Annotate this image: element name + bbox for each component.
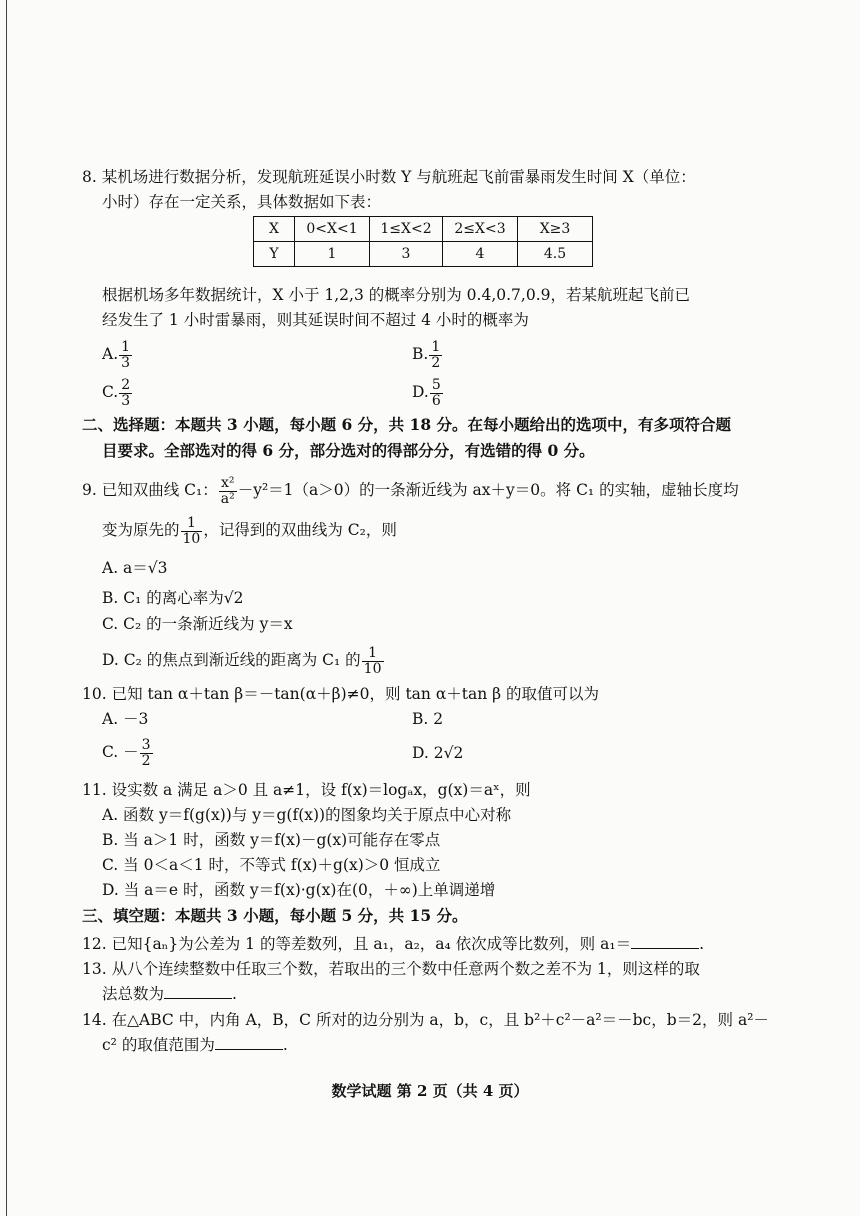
answer-blank [631,934,699,949]
table-cell: Y [254,242,295,267]
q9-text: －y²＝1（a＞0）的一条渐近线为 ax＋y＝0。将 C₁ 的实轴，虚轴长度均 [237,481,739,499]
fraction [181,516,203,547]
fraction-numerator: 1 [121,338,131,355]
q10-option-d: D. 2√2 [412,744,464,762]
option-label: C. [102,383,119,401]
fraction [429,340,442,371]
table-cell: 1 [295,242,370,267]
table-row [254,242,593,267]
q8-line-3: 根据机场多年数据统计，X 小于 1,2,3 的概率分别为 0.4,0.7,0.9，若某航班起飞前已 [102,286,690,304]
q12-text: 12. 已知{aₙ}为公差为 1 的等差数列，且 a₁，a₂，a₄ 依次成等比数列，则 a₁＝ [82,935,632,953]
q13-text: 法总数为 [102,985,165,1003]
answer-blank [215,1035,283,1050]
q10-option-a: A. －3 [102,710,149,728]
q14-text: c² 的取值范围为 [102,1036,215,1054]
answer-blank [164,984,232,999]
q11-option-a: A. 函数 y＝f(g(x))与 y＝g(f(x))的图象均关于原点中心对称 [102,806,512,824]
fraction [430,378,443,409]
q10-text: C. － [102,743,139,761]
fraction-numerator: 1 [431,338,441,355]
table-row [254,217,593,242]
q14-line-2 [102,1034,288,1056]
q10-option-b: B. 2 [412,710,444,728]
fraction [219,476,237,507]
q9-text: ，记得到的双曲线为 C₂，则 [203,521,397,539]
table-cell: 2≤X<3 [443,217,518,242]
fraction-numerator: 1 [181,516,203,532]
fraction-denominator: 3 [121,354,131,371]
fraction-numerator: x² [219,476,237,492]
fraction [119,340,132,371]
q8-option-a [102,338,133,371]
q11-option-c: C. 当 0＜a＜1 时，不等式 f(x)＋g(x)＞0 恒成立 [102,856,441,874]
section-2-heading-cont: 目要求。全部选对的得 6 分，部分选对的得部分分，有选错的得 0 分。 [102,441,595,460]
fraction-denominator: 2 [431,354,441,371]
q11-option-d: D. 当 a＝e 时，函数 y＝f(x)·g(x)在(0，＋∞)上单调递增 [102,881,496,899]
q10-line-1: 10. 已知 tan α＋tan β＝－tan(α＋β)≠0，则 tan α＋tan β 的取值可以为 [82,685,600,703]
fraction-numerator: 5 [431,376,441,393]
q12-line [82,933,704,955]
q14-line-1: 14. 在△ABC 中，内角 A，B，C 所对的边分别为 a，b，c，且 b²＋c²－a²＝－bc，b＝2，则 a²－ [82,1011,769,1029]
fraction-denominator: 2 [141,752,151,769]
page-footer: 数学试题 第 2 页（共 4 页） [331,1082,529,1100]
table-cell: X [254,217,295,242]
q8-option-b [412,338,443,371]
table-cell: 1≤X<2 [370,217,443,242]
q9-option-b: B. C₁ 的离心率为√2 [102,589,244,607]
fraction-denominator: 10 [363,660,382,677]
q9-option-d [102,644,385,677]
q11-option-b: B. 当 a＞1 时，函数 y＝f(x)－g(x)可能存在零点 [102,831,441,849]
option-label: A. [102,345,119,363]
fraction [362,646,384,677]
fraction-denominator: 6 [431,392,441,409]
option-label: D. [412,383,429,401]
section-2-heading: 二、选择题：本题共 3 小题，每小题 6 分，共 18 分。在每小题给出的选项中，有多项符合题 [82,415,732,434]
table-cell: 0<X<1 [295,217,370,242]
fraction-denominator: a² [220,490,235,507]
q14-end: . [282,1036,288,1054]
q8-option-d [412,376,444,409]
q8-data-table [253,216,593,267]
q8-line-1: 8. 某机场进行数据分析，发现航班延误小时数 Y 与航班起飞前雷暴雨发生时间 X（单位： [82,168,696,186]
q9-text: D. C₂ 的焦点到渐近线的距离为 C₁ 的 [102,651,361,669]
section-3-heading: 三、填空题：本题共 3 小题，每小题 5 分，共 15 分。 [82,906,468,925]
table-cell: 4 [443,242,518,267]
q13-line-1: 13. 从八个连续整数中任取三个数，若取出的三个数中任意两个数之差不为 1，则这样的取 [82,960,700,978]
fraction [140,738,153,769]
fraction [119,378,132,409]
fraction-numerator: 2 [121,376,131,393]
fraction-denominator: 10 [182,530,201,547]
option-label: B. [412,345,429,363]
q12-end: . [699,935,705,953]
table-cell: X≥3 [518,217,593,242]
fraction-numerator: 1 [362,646,384,662]
q9-option-c: C. C₂ 的一条渐近线为 y＝x [102,615,293,633]
q10-option-c [102,736,154,769]
q9-text: 变为原先的 [102,521,180,539]
q9-text: 9. 已知双曲线 C₁： [82,481,218,499]
fraction-denominator: 3 [121,392,131,409]
page-edge-line [6,0,7,1216]
table-cell: 3 [370,242,443,267]
q13-line-2 [102,983,237,1005]
q8-option-c [102,376,133,409]
q11-line-1: 11. 设实数 a 满足 a＞0 且 a≠1，设 f(x)＝logₐx，g(x)＝aˣ，则 [82,781,531,799]
q9-option-a: A. a＝√3 [102,559,168,577]
q13-end: . [232,985,237,1003]
q9-line-1 [82,474,739,507]
fraction-numerator: 3 [141,736,151,753]
q9-line-2 [102,514,397,547]
q8-line-4: 经发生了 1 小时雷暴雨，则其延误时间不超过 4 小时的概率为 [102,311,529,329]
q8-line-2: 小时）存在一定关系，具体数据如下表： [102,193,382,211]
table-cell: 4.5 [518,242,593,267]
